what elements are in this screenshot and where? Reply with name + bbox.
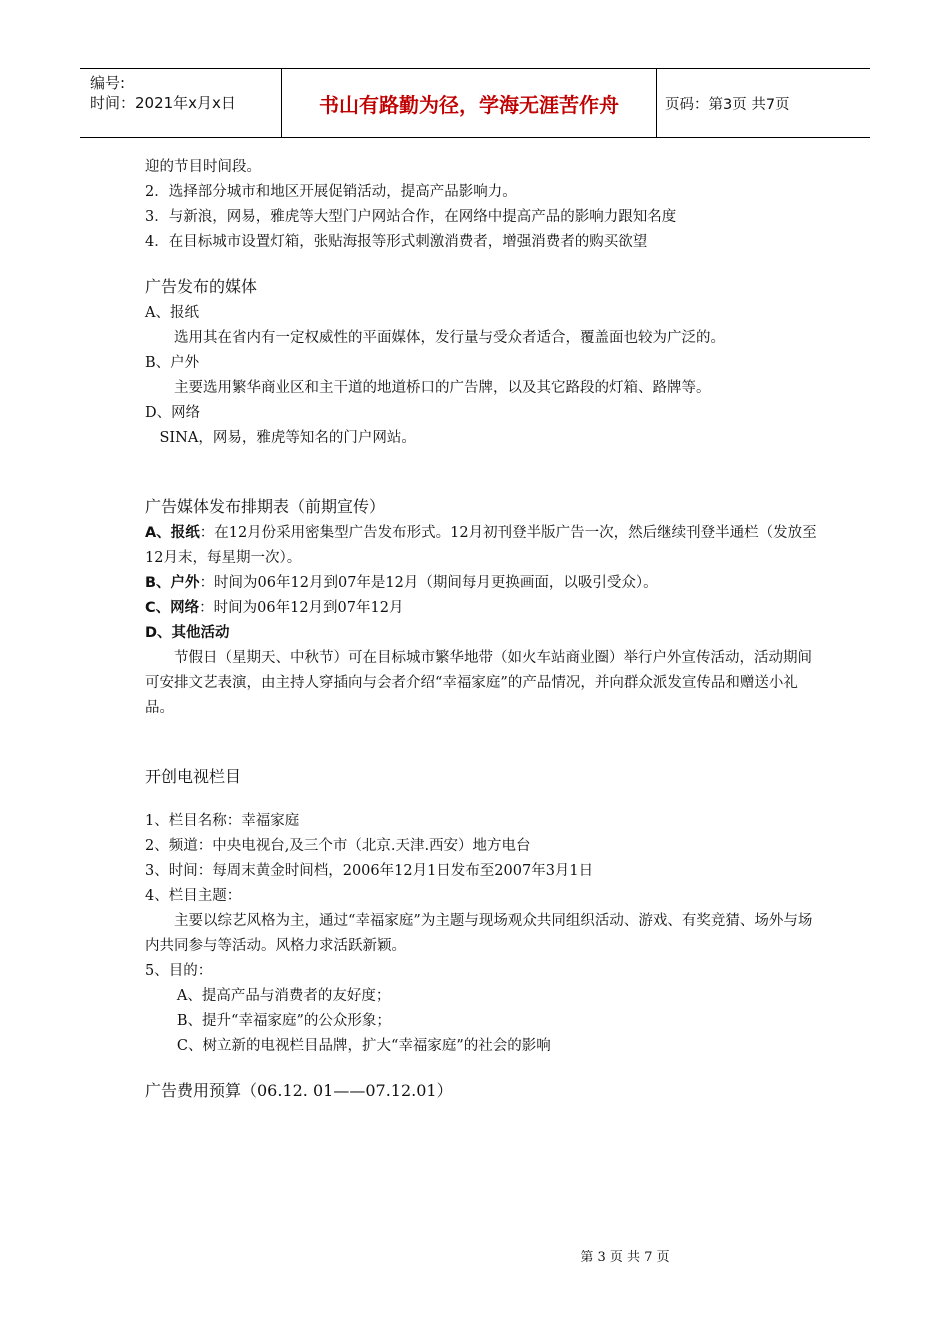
paragraph: 主要选用繁华商业区和主干道的地道桥口的广告牌，以及其它路段的灯箱、路牌等。 xyxy=(174,380,711,396)
page-header xyxy=(80,68,870,138)
time-label: 时间：2021年x月x日 xyxy=(90,94,236,112)
header-motto: 书山有路勤为径，学海无涯苦作舟 xyxy=(281,69,657,137)
list-item: 5、目的： xyxy=(145,963,213,979)
paragraph: 主要以综艺风格为主，通过“幸福家庭”为主题与现场观众共同组织活动、游戏、有奖竞猜、场外与场内共同参与等活动。风格力求活跃新颖。 xyxy=(145,913,813,954)
list-item: C、树立新的电视栏目品牌，扩大“幸福家庭”的社会的影响 xyxy=(176,1038,551,1054)
page-footer: 第 3 页 共 7 页 xyxy=(580,1250,670,1265)
label-bold: B、户外 xyxy=(145,575,200,591)
paragraph: SINA，网易，雅虎等知名的门户网站。 xyxy=(159,430,416,446)
text-line: 3．与新浪，网易，雅虎等大型门户网站合作，在网络中提高产品的影响力跟知名度 xyxy=(145,209,677,225)
section-title-schedule: 广告媒体发布排期表（前期宣传） xyxy=(145,497,386,516)
section-title-tv: 开创电视栏目 xyxy=(145,767,242,786)
subsection-outdoor: B、户外 xyxy=(145,355,200,371)
subsection-network: D、网络 xyxy=(145,405,201,421)
list-item: 4、栏目主题： xyxy=(145,888,242,904)
header-meta xyxy=(80,69,281,137)
label-bold: D、其他活动 xyxy=(145,625,230,641)
section-title-media: 广告发布的媒体 xyxy=(145,277,258,296)
document-body xyxy=(145,155,825,1105)
section-title-budget: 广告费用预算（06.12. 01——07.12.01） xyxy=(145,1081,453,1100)
text-line: 迎的节目时间段。 xyxy=(145,159,261,175)
paragraph: C、网络：时间为06年12月到07年12月 xyxy=(145,600,404,616)
list-item: 1、栏目名称：幸福家庭 xyxy=(145,813,300,829)
header-page-number: 页码：第3页 共7页 xyxy=(665,96,790,113)
paragraph: 节假日（星期天、中秋节）可在目标城市繁华地带（如火车站商业圈）举行户外宣传活动，活动期间可安排文艺表演，由主持人穿插向与会者介绍“幸福家庭”的产品情况，并向群众派发宣传品和赠送小礼品。 xyxy=(145,650,812,716)
list-item: 2、频道：中央电视台,及三个市（北京.天津.西安）地方电台 xyxy=(145,838,531,854)
list-item: A、提高产品与消费者的友好度； xyxy=(176,988,391,1004)
list-item: B、提升“幸福家庭”的公众形象； xyxy=(176,1013,391,1029)
list-item: 3、时间：每周末黄金时间档，2006年12月1日发布至2007年3月1日 xyxy=(145,863,594,879)
paragraph: A、报纸：在12月份采用密集型广告发布形式。12月初刊登半版广告一次，然后继续刊登半通栏（发放至12月末，每星期一次）。 xyxy=(145,525,817,566)
label-bold: C、网络 xyxy=(145,600,200,616)
text-line: 4．在目标城市设置灯箱，张贴海报等形式刺激消费者，增强消费者的购买欲望 xyxy=(145,234,648,250)
subsection-newspaper: A、报纸 xyxy=(145,305,199,321)
paragraph: B、户外：时间为06年12月到07年是12月（期间每月更换画面，以吸引受众）。 xyxy=(145,575,658,591)
label-bold: A、报纸 xyxy=(145,525,200,541)
paragraph: 选用其在省内有一定权威性的平面媒体，发行量与受众者适合，覆盖面也较为广泛的。 xyxy=(174,330,725,346)
code-label: 编号: xyxy=(90,74,126,92)
text-line: 2．选择部分城市和地区开展促销活动，提高产品影响力。 xyxy=(145,184,517,200)
